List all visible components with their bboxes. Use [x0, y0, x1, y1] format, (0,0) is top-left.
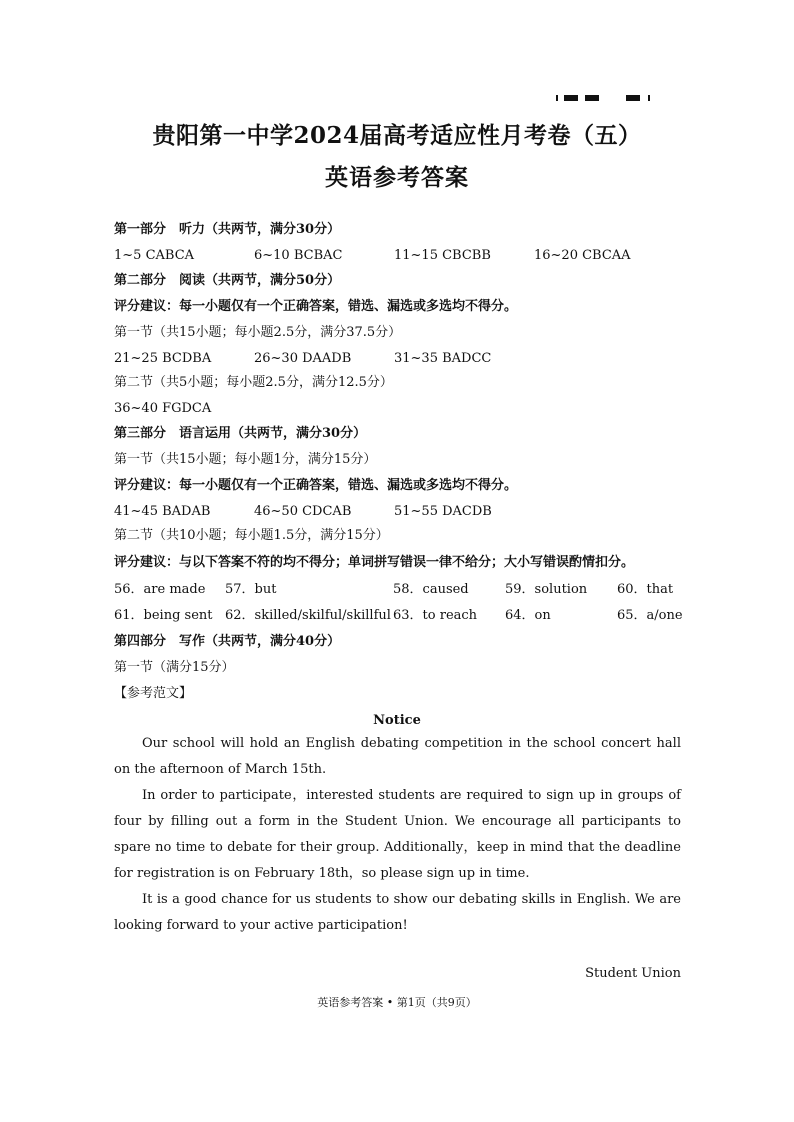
section-heading: 第二节（共5小题；每小题2.5分，满分12.5分） [114, 375, 393, 390]
answer-group: 31~35 BADCC [394, 351, 492, 366]
essay-paragraph: Our school will hold an English debating competition in the school concert hall on the afternoon of March 15th. [114, 736, 681, 777]
essay-signature: Student Union [585, 966, 681, 981]
page-title: 贵阳第一中学2024届高考适应性月考卷（五） [152, 122, 642, 149]
fill-answer: 61．being sent [114, 608, 213, 623]
page-marker [556, 95, 651, 103]
answer-group: 11~15 CBCBB [394, 248, 491, 263]
part1-heading: 第一部分 听力（共两节，满分30分） [114, 222, 341, 237]
part3-heading: 第三部分 语言运用（共两节，满分30分） [114, 426, 367, 441]
answer-group: 1~5 CABCA [114, 248, 195, 263]
essay-title: Notice [373, 713, 421, 728]
page-subtitle: 英语参考答案 [325, 164, 469, 191]
part4-heading: 第四部分 写作（共两节，满分40分） [114, 634, 341, 649]
fill-answer: 64．on [505, 608, 551, 623]
fill-answer: 65．a/one [617, 608, 683, 623]
fill-answer: 56．are made [114, 582, 206, 597]
scoring-note: 评分建议：与以下答案不符的均不得分；单词拼写错误一律不给分；大小写错误酌情扣分。 [114, 555, 635, 570]
sample-label: 【参考范文】 [114, 686, 193, 701]
page-footer: 英语参考答案 • 第1页（共9页） [317, 996, 477, 1009]
section-heading: 第一节（共15小题；每小题2.5分，满分37.5分） [114, 325, 402, 340]
fill-answer: 60．that [617, 582, 674, 597]
answer-group: 6~10 BCBAC [254, 248, 343, 263]
answer-group: 51~55 DACDB [394, 504, 492, 519]
fill-answer: 57．but [225, 582, 277, 597]
answer-group: 41~45 BADAB [114, 504, 211, 519]
essay-paragraph: It is a good chance for us students to show our debating skills in English. We are looking forward to your active participation! [114, 892, 681, 933]
answer-group: 26~30 DAADB [254, 351, 352, 366]
scoring-note: 评分建议：每一小题仅有一个正确答案，错选、漏选或多选均不得分。 [114, 299, 518, 314]
answer-group: 16~20 CBCAA [534, 248, 631, 263]
part2-heading: 第二部分 阅读（共两节，满分50分） [114, 273, 341, 288]
scoring-note: 评分建议：每一小题仅有一个正确答案，错选、漏选或多选均不得分。 [114, 478, 518, 493]
section-heading: 第一节（满分15分） [114, 660, 235, 675]
answer-group: 36~40 FGDCA [114, 401, 212, 416]
essay-paragraph: In order to participate，interested students are required to sign up in groups of four by filling out a form in the Student Union. We encourage all participants to spare no time to debate for their group. Additionally，keep in mind that the deadline for registration is on February 18th，so please sign up in time. [114, 788, 681, 881]
section-heading: 第一节（共15小题；每小题1分，满分15分） [114, 452, 377, 467]
fill-answer: 59．solution [505, 582, 588, 597]
fill-answer: 62．skilled/skilful/skillful [225, 608, 391, 623]
section-heading: 第二节（共10小题；每小题1.5分，满分15分） [114, 528, 389, 543]
fill-answer: 58．caused [393, 582, 469, 597]
fill-answer: 63．to reach [393, 608, 478, 623]
answer-group: 46~50 CDCAB [254, 504, 352, 519]
answer-group: 21~25 BCDBA [114, 351, 212, 366]
